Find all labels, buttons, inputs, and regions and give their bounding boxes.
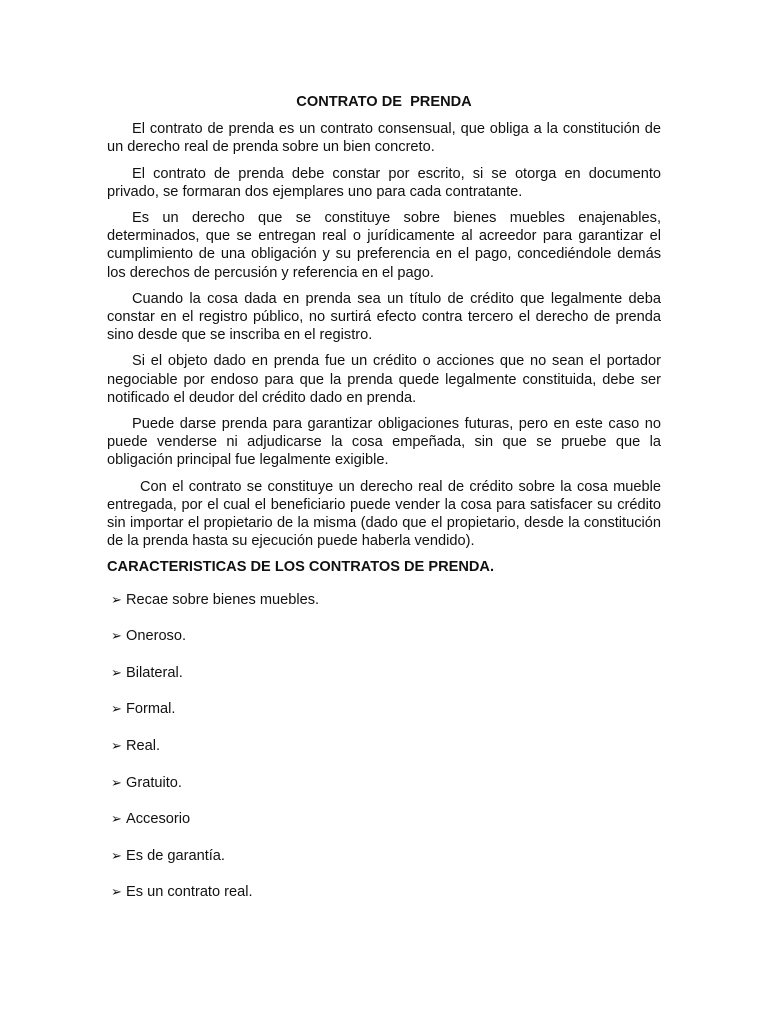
- list-item: [111, 700, 661, 718]
- paragraph-7: Con el contrato se constituye un derecho real de crédito sobre la cosa mueble entregada, por el cual el beneficiario puede vender la cosa para satisfacer su crédito sin importar el propietario de la misma (dado que el propietario, desde la constitución de la prenda hasta su ejecución puede haberla vendido).: [107, 478, 661, 550]
- section-heading: CARACTERISTICAS DE LOS CONTRATOS DE PRENDA.: [107, 559, 495, 576]
- arrow-bullet-icon: ➢: [111, 774, 122, 790]
- paragraph-2: El contrato de prenda debe constar por escrito, si se otorga en documento privado, se formaran dos ejemplares uno para cada contratante.: [107, 165, 661, 200]
- arrow-bullet-icon: ➢: [111, 628, 122, 644]
- list-item-text: Es un contrato real.: [126, 884, 253, 901]
- arrow-bullet-icon: ➢: [111, 847, 122, 863]
- list-item: [111, 664, 661, 682]
- list-item-text: Oneroso.: [126, 628, 187, 645]
- list-item-text: Formal.: [126, 701, 176, 718]
- list-item-text: Bilateral.: [126, 664, 183, 681]
- document-title: CONTRATO DE PRENDA: [296, 94, 472, 110]
- list-item: [111, 591, 661, 609]
- list-item: [111, 737, 661, 755]
- list-item-text: Es de garantía.: [126, 847, 225, 864]
- list-item-text: Recae sobre bienes muebles.: [126, 591, 320, 608]
- characteristics-list: [107, 591, 661, 902]
- list-item-text: Gratuito.: [126, 774, 182, 791]
- list-item-text: Real.: [126, 737, 161, 754]
- paragraph-5: Si el objeto dado en prenda fue un crédito o acciones que no sean el portador negociable por endoso para que la prenda quede legalmente constituida, debe ser notificado el deudor del crédito dado en prenda.: [107, 353, 661, 406]
- list-item: [111, 774, 661, 792]
- list-item: [111, 627, 661, 645]
- arrow-bullet-icon: ➢: [111, 701, 122, 717]
- list-item: [111, 810, 661, 828]
- arrow-bullet-icon: ➢: [111, 884, 122, 900]
- paragraph-3: Es un derecho que se constituye sobre bienes muebles enajenables, determinados, que se entregan real o jurídicamente al acreedor para garantizar el cumplimiento de una obligación y su preferencia en el pago, concediéndole demás los derechos de percusión y referencia en el pago.: [107, 210, 661, 281]
- arrow-bullet-icon: ➢: [111, 811, 122, 827]
- list-item: [111, 847, 661, 865]
- paragraph-6: Puede darse prenda para garantizar obligaciones futuras, pero en este caso no puede venderse ni adjudicarse la cosa empeñada, sin que se pruebe que la obligación principal fue legalmente exigible.: [107, 416, 661, 469]
- arrow-bullet-icon: ➢: [111, 591, 122, 607]
- arrow-bullet-icon: ➢: [111, 737, 122, 753]
- arrow-bullet-icon: ➢: [111, 664, 122, 680]
- list-item: [111, 883, 661, 901]
- paragraph-4: Cuando la cosa dada en prenda sea un título de crédito que legalmente deba constar en el registro público, no surtirá efecto contra tercero el derecho de prenda sino desde que se inscriba en el registro.: [107, 290, 661, 344]
- document-page: [107, 88, 661, 920]
- paragraph-1: El contrato de prenda es un contrato consensual, que obliga a la constitución de un derecho real de prenda sobre un bien concreto.: [107, 121, 661, 156]
- list-item-text: Accesorio: [126, 811, 191, 828]
